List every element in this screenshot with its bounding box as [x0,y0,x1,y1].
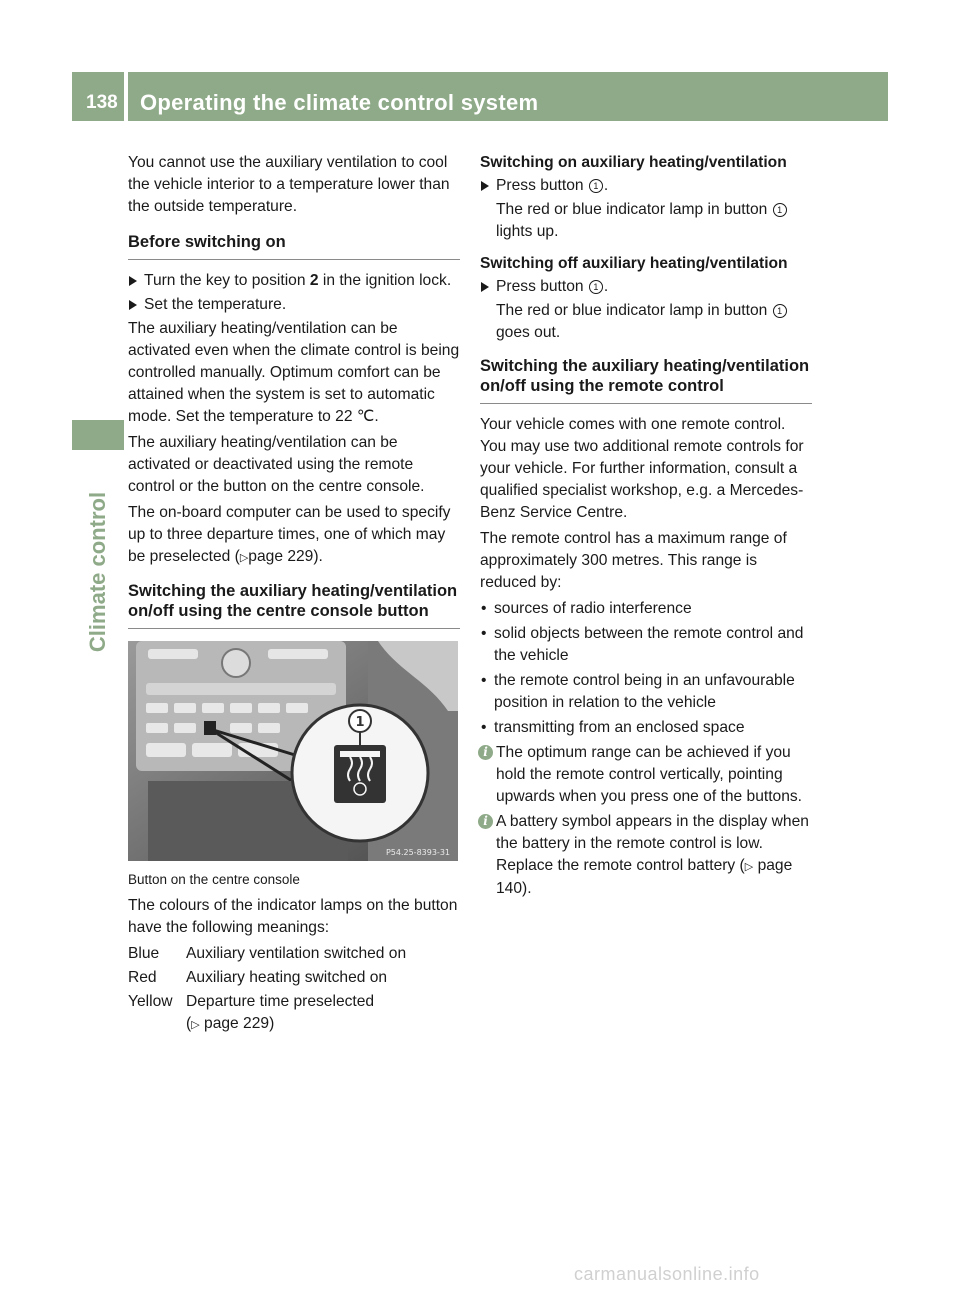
figure-code: P54.25-8393-31 [385,848,450,857]
centre-console-figure [128,641,458,861]
result-text: goes out. [496,324,561,341]
list-item: • solid objects between the remote control and the vehicle [480,623,812,667]
paragraph-text: The on-board computer can be used to specify up to three departure times, one of which may be preselected ( [128,504,451,565]
console-illustration [128,641,458,861]
page-number-box [72,72,124,121]
list-item: • transmitting from an enclosed space [480,717,812,739]
result-text: The red or blue indicator lamp in button [496,201,768,218]
step-text: Turn the key to position [144,272,310,289]
step-text: Press button [496,278,584,295]
side-tab-box [72,420,124,450]
colour-cell: Yellow [128,993,173,1010]
result-text: lights up. [496,223,559,240]
colour-cell: Red [128,969,157,986]
console-button-heading: Switching the auxiliary heating/ventilation on/off using the centre console button [128,581,460,629]
right-column [480,152,812,903]
left-column [128,152,460,1038]
page-number: 138 [86,92,118,113]
info-text: A battery symbol appears in the display when the battery in the remote control is low. Replace the remote control battery ( [496,813,809,874]
step-press-button-on: Press button 1 . [480,175,812,197]
paragraph-departure-times [128,502,460,569]
paragraph-manual-mode: The auxiliary heating/ventilation can be activated even when the climate control is being controlled manually. Optimum comfort can be attained when the system is set to automatic mode. Set the temperature to 22 ℃. [128,320,460,425]
colour-meaning-table [128,943,460,1038]
info-note-range [480,742,812,808]
result-text: The red or blue indicator lamp in button [496,302,768,319]
meaning-text: Departure time preselected [186,993,375,1010]
paragraph-text: ). [313,548,323,565]
watermark: carmanualsonline.info [574,1264,760,1284]
list-item: • the remote control being in an unfavourable position in relation to the vehicle [480,670,812,714]
meaning-cell: Auxiliary heating switched on [186,969,388,986]
key-position: 2 [309,272,319,289]
page-ref-link[interactable]: page 140 [496,857,793,897]
meaning-cell: Departure time preselected (▷ page 229) [186,993,375,1032]
info-text: ). [522,880,532,897]
page-ref-link[interactable]: page 229 [204,1015,270,1032]
switch-on-result [480,199,812,243]
switch-off-result [480,300,812,344]
paragraph-remote-or-button: The auxiliary heating/ventilation can be activated or deactivated using the remote control or the button on the centre console. [128,434,425,495]
before-switching-heading: Before switching on [128,232,460,260]
remote-paragraph-1: Your vehicle comes with one remote control. You may use two additional remote controls for your vehicle. For further information, consult a qualified specialist workshop, e.g. a Mercedes-Benz Service Centre. [480,416,804,521]
page-title: Operating the climate control system [140,90,539,115]
figure-callout-number: 1 [355,715,365,730]
callout-1-icon: 1 [773,203,787,217]
remote-control-heading: Switching the auxiliary heating/ventilation on/off using the remote control [480,356,812,404]
page-ref-link[interactable]: page 229 [248,548,314,565]
title-bar [128,72,888,121]
step-turn-key [128,270,460,292]
info-icon: i [478,745,493,760]
colour-cell: Blue [128,945,160,962]
step-text: Press button [496,177,584,194]
list-item: • sources of radio interference [480,598,812,620]
remote-paragraph-2: The remote control has a maximum range of approximately 300 metres. This range is reduced by: [480,530,787,591]
switch-on-heading: Switching on auxiliary heating/ventilation [480,154,787,171]
callout-1-icon: 1 [773,304,787,318]
info-icon: i [478,814,493,829]
table-row [128,943,460,967]
side-tab-label: Climate control [85,491,110,653]
page-ref-arrow-icon: ▷ [191,1019,200,1031]
callout-1-icon: 1 [589,179,603,193]
table-row [128,991,460,1038]
page-ref-arrow-icon: ▷ [744,861,754,873]
page-header [72,72,888,121]
switch-off-heading: Switching off auxiliary heating/ventilation [480,255,788,272]
intro-paragraph: You cannot use the auxiliary ventilation to cool the vehicle interior to a temperature lower than the outside temperature. [128,154,450,215]
step-press-button-off: Press button 1 . [480,276,812,298]
meaning-cell: Auxiliary ventilation switched on [186,945,407,962]
info-note-battery [480,811,812,900]
colours-intro: The colours of the indicator lamps on the button have the following meanings: [128,897,458,936]
callout-1-icon: 1 [589,280,603,294]
step-set-temperature: Set the temperature. [128,294,460,316]
step-text: in the ignition lock. [318,272,452,289]
info-text: The optimum range can be achieved if you hold the remote control vertically, pointing upwards when you press one of the buttons. [496,744,803,805]
figure-caption: Button on the centre console [128,872,300,887]
page-ref-arrow-icon: ▷ [239,552,249,564]
table-row [128,967,460,991]
